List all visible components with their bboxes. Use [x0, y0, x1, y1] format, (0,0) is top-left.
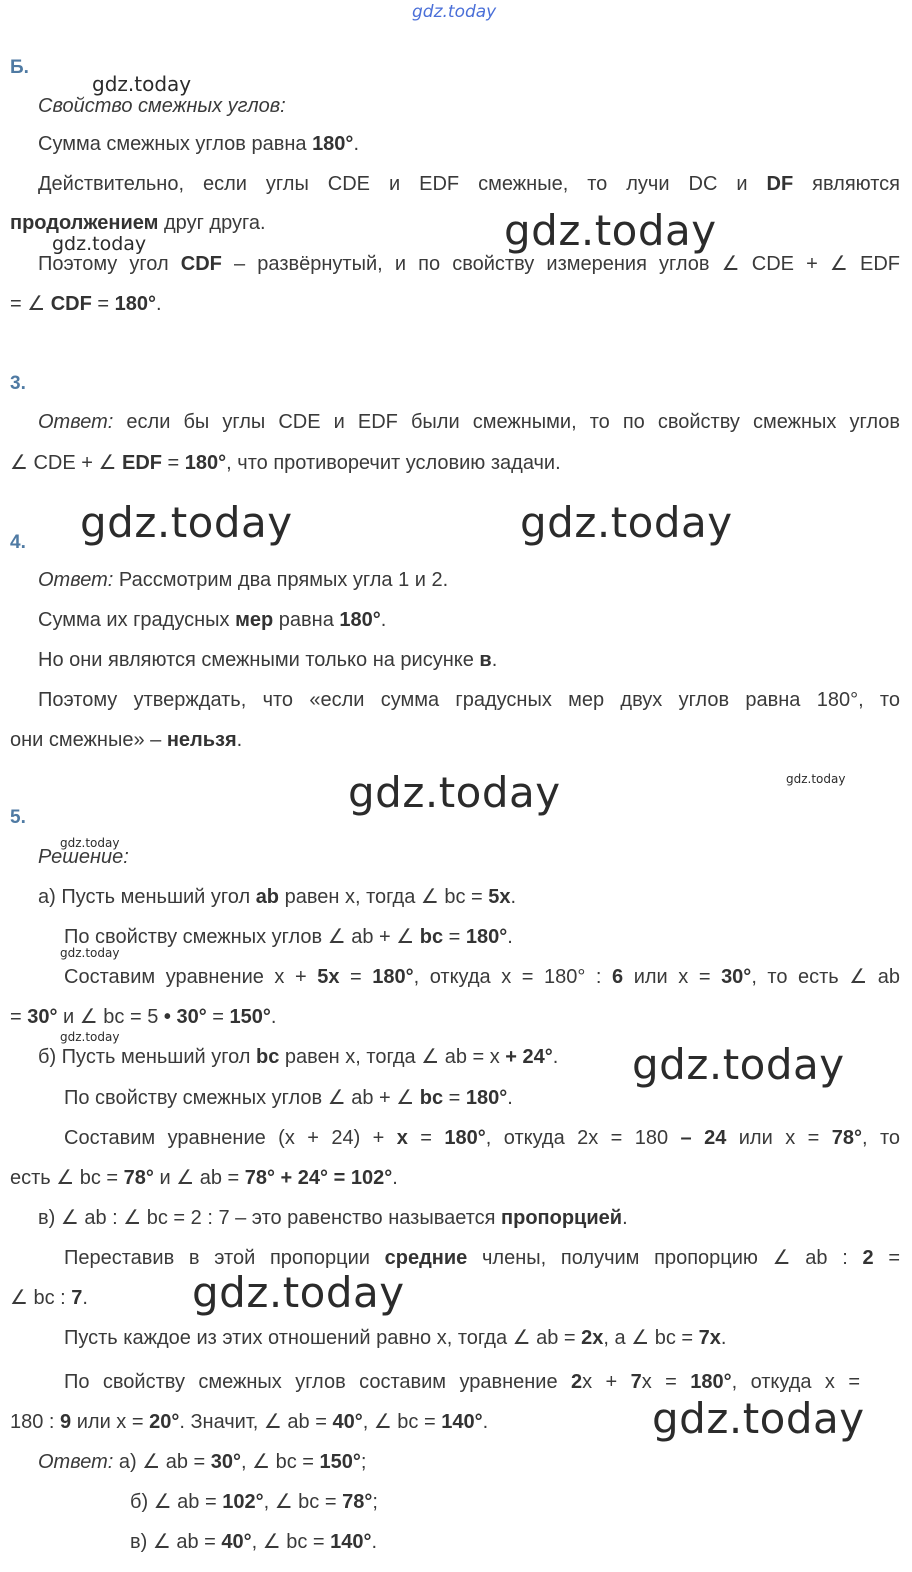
answer-line: Ответ: если бы углы CDE и EDF были смежными, то по свойству смежных углов [38, 411, 900, 433]
text-line: Переставив в этой пропорции средние члены, получим пропорцию ∠ ab : 2 = [64, 1247, 900, 1269]
text-line: По свойству смежных углов составим уравнение 2x + 7x = 180°, откуда x = [64, 1371, 860, 1393]
watermark: gdz.today [632, 1040, 845, 1089]
text-line: Сумма их градусных мер равна 180°. [38, 609, 387, 631]
watermark: gdz.today [786, 772, 846, 786]
solution-heading: Решение: [38, 846, 129, 868]
text-line: ∠ CDE + ∠ EDF = 180°, что противоречит условию задачи. [10, 452, 561, 474]
text-line: Сумма смежных углов равна 180°. [38, 133, 359, 155]
watermark: gdz.today [60, 836, 120, 850]
text-line: продолжением друг друга. [10, 212, 266, 234]
watermark: gdz.today [52, 233, 147, 255]
text-line: Составим уравнение x + 5x = 180°, откуда x = 180° : 6 или x = 30°, то есть ∠ ab [64, 966, 901, 988]
watermark: gdz.today [60, 1030, 120, 1044]
text-line: 180 : 9 или x = 20°. Значит, ∠ ab = 40°, ∠ bc = 140°. [10, 1411, 489, 1433]
text-line: в) ∠ ab : ∠ bc = 2 : 7 – это равенство называется пропорцией. [38, 1207, 628, 1229]
watermark: gdz.today [192, 1268, 405, 1317]
watermark: gdz.today [60, 946, 120, 960]
text-line: Но они являются смежными только на рисунке в. [38, 649, 498, 671]
section-label: 5. [10, 807, 26, 828]
text-line: Поэтому утверждать, что «если сумма градусных мер двух углов равна 180°, то [38, 689, 900, 711]
watermark: gdz.today [412, 2, 497, 22]
section-label: 3. [10, 373, 26, 394]
section-label: 4. [10, 532, 26, 553]
text-line: = ∠ CDF = 180°. [10, 293, 162, 315]
text-line: ∠ bc : 7. [10, 1287, 88, 1309]
text-line: = 30° и ∠ bc = 5 • 30° = 150°. [10, 1006, 277, 1028]
text-line: По свойству смежных углов ∠ ab + ∠ bc = 180°. [64, 1087, 513, 1109]
text-line: Поэтому угол CDF – развёрнутый, и по свойству измерения углов ∠ CDE + ∠ EDF [38, 253, 900, 275]
watermark: gdz.today [348, 768, 561, 817]
text-line: есть ∠ bc = 78° и ∠ ab = 78° + 24° = 102°. [10, 1167, 398, 1189]
text-line: Действительно, если углы CDE и EDF смежные, то лучи DC и DF являются [38, 173, 900, 195]
section-heading: Свойство смежных углов: [38, 95, 286, 117]
text-line: а) Пусть меньший угол ab равен x, тогда ∠ bc = 5x. [38, 886, 517, 908]
watermark: gdz.today [652, 1394, 865, 1443]
watermark: gdz.today [92, 72, 192, 96]
watermark: gdz.today [520, 498, 733, 547]
answer-line: Ответ: а) ∠ ab = 30°, ∠ bc = 150°; [38, 1451, 367, 1473]
watermark: gdz.today [504, 206, 717, 255]
answer-line: б) ∠ ab = 102°, ∠ bc = 78°; [130, 1491, 378, 1513]
text-line: По свойству смежных углов ∠ ab + ∠ bc = 180°. [64, 926, 513, 948]
text-line: Составим уравнение (x + 24) + x = 180°, откуда 2x = 180 – 24 или x = 78°, то [64, 1127, 901, 1149]
text-line: Пусть каждое из этих отношений равно x, тогда ∠ ab = 2x, а ∠ bc = 7x. [64, 1327, 727, 1349]
section-label: Б. [10, 57, 29, 78]
text-line: они смежные» – нельзя. [10, 729, 243, 751]
answer-line: Ответ: Рассмотрим два прямых угла 1 и 2. [38, 569, 449, 591]
answer-line: в) ∠ ab = 40°, ∠ bc = 140°. [130, 1531, 378, 1553]
watermark: gdz.today [80, 498, 293, 547]
text-line: б) Пусть меньший угол bc равен x, тогда ∠ ab = x + 24°. [38, 1046, 559, 1068]
